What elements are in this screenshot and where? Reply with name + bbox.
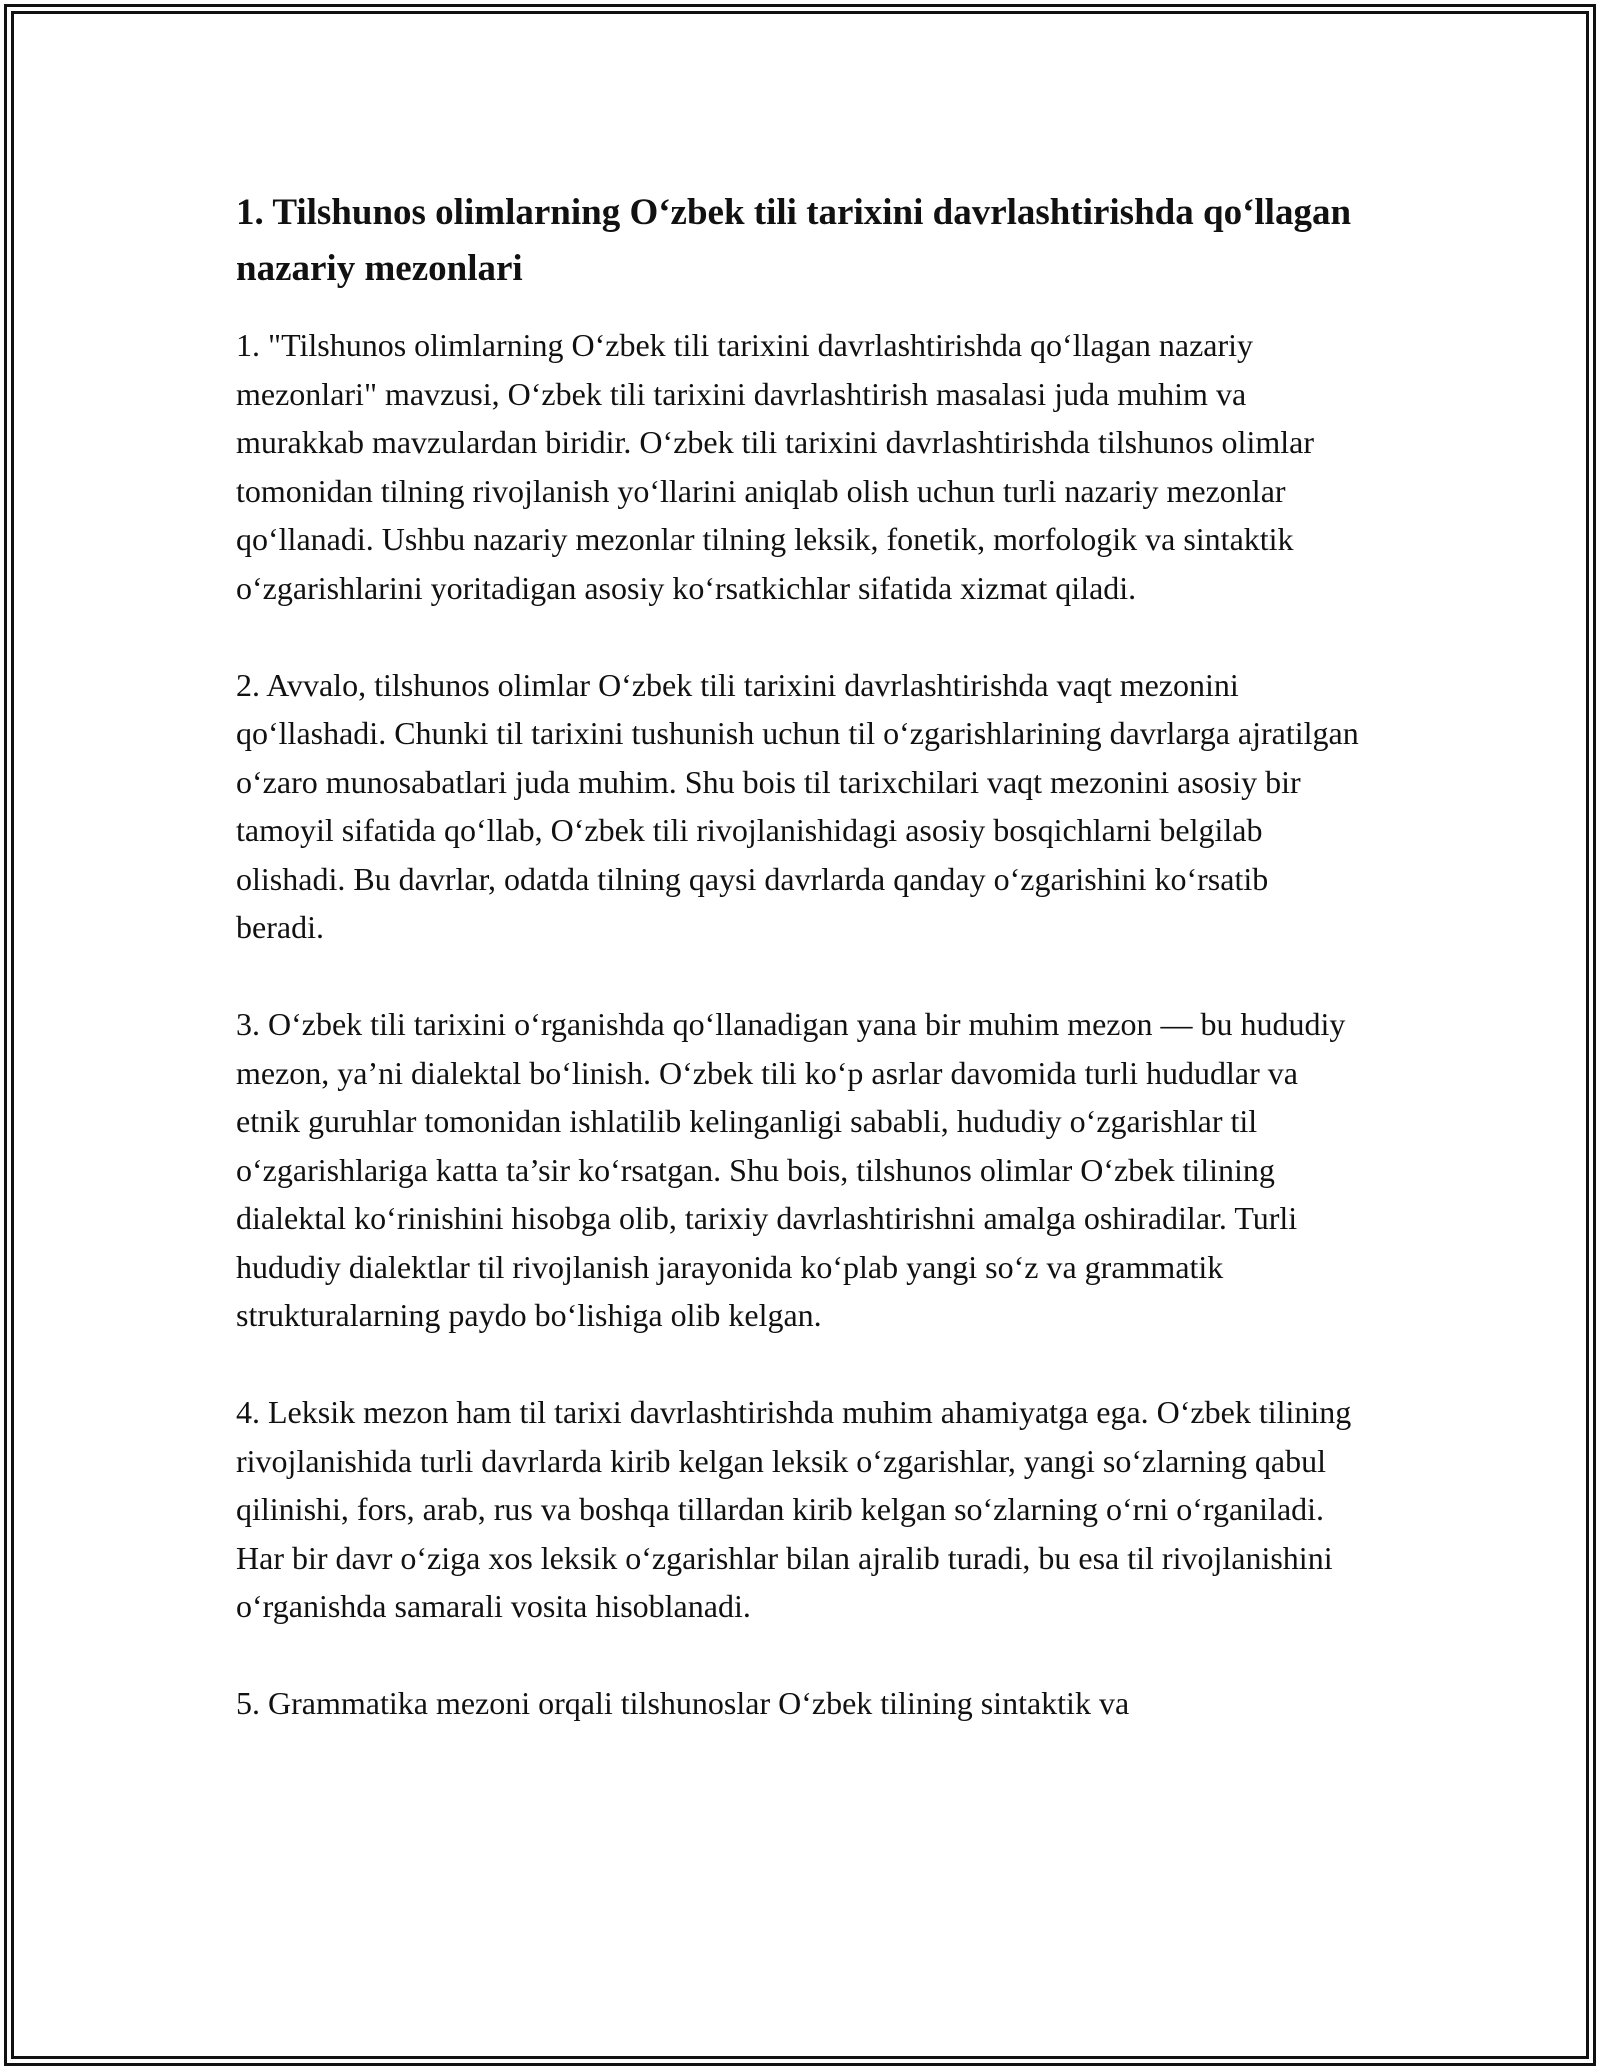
paragraph-5: 5. Grammatika mezoni orqali tilshunoslar O‘zbek tilining sintaktik va — [236, 1685, 1130, 1721]
paragraph-2: 2. Avvalo, tilshunos olimlar O‘zbek tili tarixini davrlashtirishda vaqt mezonini qo‘llashadi. Chunki til tarixini tushunish uchun til o‘zgarishlarining davrlarga ajratilgan o‘zaro munosabatlari juda muhim. Shu bois til tarixchilari vaqt mezonini asosiy bir tamoyil sifatida qo‘llab, O‘zbek tili rivojlanishidagi asosiy bosqichlarni belgilab olishadi. Bu davrlar, odatda tilning qaysi davrlarda qanday o‘zgarishini ko‘rsatib beradi. — [236, 666, 1359, 945]
paragraph-4: 4. Leksik mezon ham til tarixi davrlashtirishda muhim ahamiyatga ega. O‘zbek tilining rivojlanishida turli davrlarda kirib kelgan leksik o‘zgarishlar, yangi so‘zlarning qabul qilinishi, fors, arab, rus va boshqa tillardan kirib kelgan so‘zlarning o‘rni o‘rganiladi. Har bir davr o‘ziga xos leksik o‘zgarishlar bilan ajralib turadi, bu esa til rivojlanishini o‘rganishda samarali vosita hisoblanadi. — [236, 1394, 1352, 1624]
paragraph-1: 1. "Tilshunos olimlarning O‘zbek tili tarixini davrlashtirishda qo‘llagan nazariy mezonlari" mavzusi, O‘zbek tili tarixini davrlashtirish masalasi juda muhim va murakkab mavzulardan biridir. O‘zbek tili tarixini davrlashtirishda tilshunos olimlar tomonidan tilning rivojlanish yo‘llarini aniqlab olish uchun turli nazariy mezonlar qo‘llanadi. Ushbu nazariy mezonlar tilning leksik, fonetik, morfologik va sintaktik o‘zgarishlarini yoritadigan asosiy ko‘rsatkichlar sifatida xizmat qiladi. — [236, 327, 1314, 606]
paragraph-3: 3. O‘zbek tili tarixini o‘rganishda qo‘llanadigan yana bir muhim mezon — bu hududiy mezon, ya’ni dialektal bo‘linish. O‘zbek tili ko‘p asrlar davomida turli hududlar va etnik guruhlar tomonidan ishlatilib kelinganligi sababli, hududiy o‘zgarishlar til o‘zgarishlariga katta ta’sir ko‘rsatgan. Shu bois, tilshunos olimlar O‘zbek tilining dialektal ko‘rinishini hisobga olib, tarixiy davrlashtirishni amalga oshiradilar. Turli hududiy dialektlar til rivojlanish jarayonida ko‘plab yangi so‘z va grammatik strukturalarning paydo bo‘lishiga olib kelgan. — [236, 1006, 1346, 1333]
document-body — [236, 185, 1364, 1728]
document-title: 1. Tilshunos olimlarning O‘zbek tili tarixini davrlashtirishda qo‘llagan nazariy mezonlari — [236, 192, 1352, 289]
